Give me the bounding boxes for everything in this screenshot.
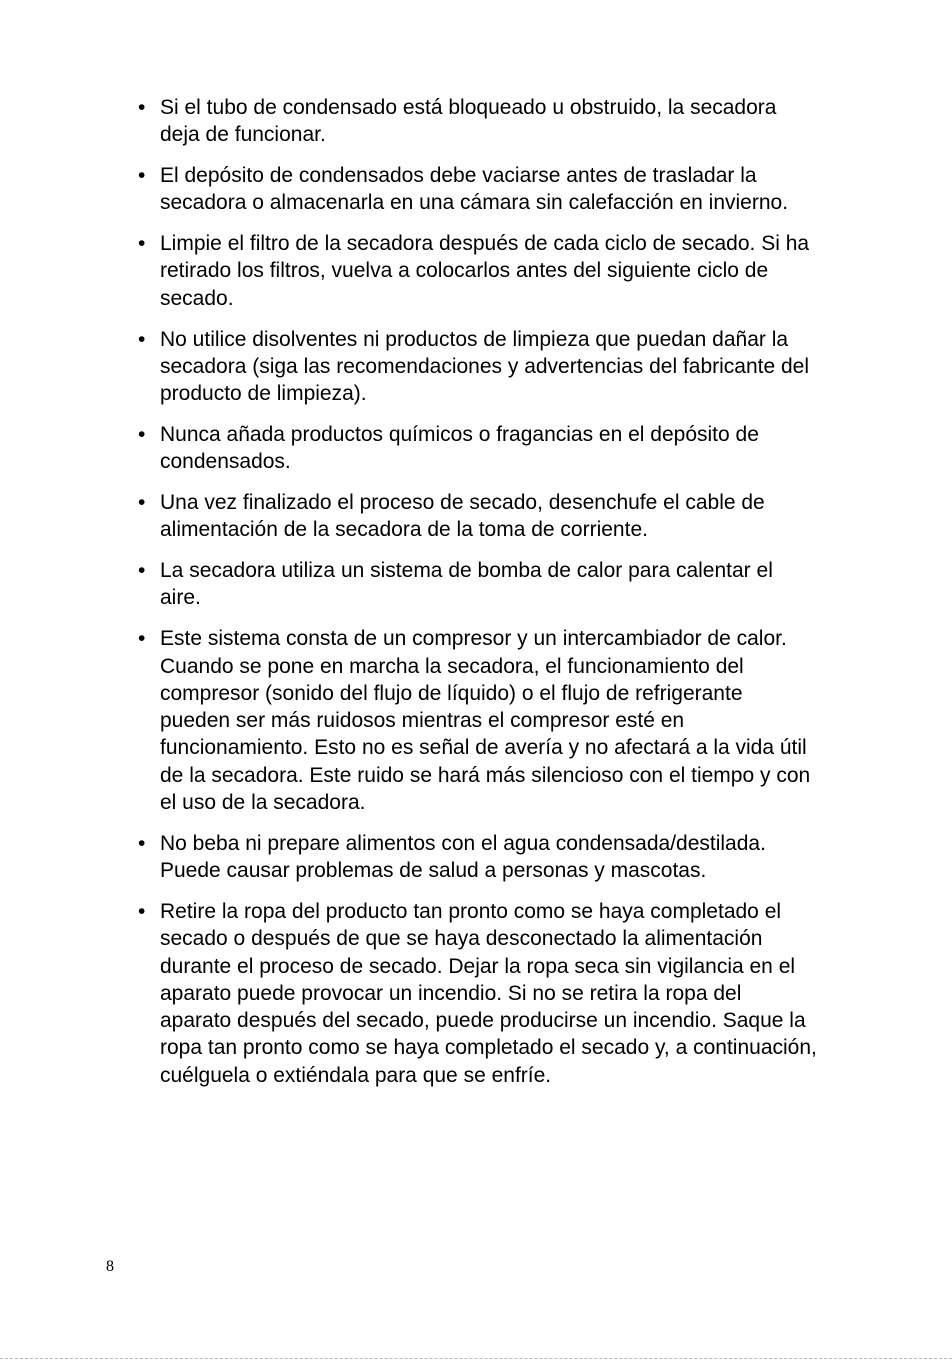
list-item-text: Si el tubo de condensado está bloqueado u obstruido, la secadora deja de funcionar. <box>160 96 777 147</box>
bullet-icon: • <box>138 491 146 515</box>
list-item-text: Este sistema consta de un compresor y un intercambiador de calor. Cuando se pone en marcha la secadora, el funcionamiento del compresor (sonido del flujo de líquido) o el flujo de refrigerante pueden ser más ruidosos mientras el compresor esté en funcionamiento. Esto no es señal de avería y no afectará a la vida útil de la secadora. Este ruido se hará más silencioso con el tiempo y con el uso de la secadora. <box>160 627 811 815</box>
list-item <box>138 830 818 885</box>
list-item <box>138 421 818 476</box>
list-item <box>138 489 818 544</box>
list-item <box>138 326 818 408</box>
bullet-icon: • <box>138 327 146 351</box>
list-item-text: Una vez finalizado el proceso de secado, desenchufe el cable de alimentación de la secadora de la toma de corriente. <box>160 491 765 542</box>
bullet-icon: • <box>138 96 146 119</box>
bullet-icon: • <box>138 164 146 188</box>
list-item-text: No utilice disolventes ni productos de limpieza que puedan dañar la secadora (siga las recomendaciones y advertencias del fabricante del producto de limpieza). <box>160 327 810 406</box>
safety-bullet-list <box>138 94 818 1103</box>
page-number: 8 <box>106 1258 114 1275</box>
bullet-icon: • <box>138 422 146 446</box>
bullet-icon: • <box>138 559 146 583</box>
list-item-text: La secadora utiliza un sistema de bomba de calor para calentar el aire. <box>160 559 773 610</box>
bullet-icon: • <box>138 899 146 923</box>
page-bottom-divider <box>0 1358 952 1359</box>
bullet-icon: • <box>138 232 146 256</box>
list-item <box>138 94 818 149</box>
list-item <box>138 230 818 312</box>
list-item-text: Limpie el filtro de la secadora después de cada ciclo de secado. Si ha retirado los filtros, vuelva a colocarlos antes del siguiente ciclo de secado. <box>160 232 810 310</box>
list-item-text: Retire la ropa del producto tan pronto como se haya completado el secado o después de que se haya desconectado la alimentación durante el proceso de secado. Dejar la ropa seca sin vigilancia en el aparato puede provocar un incendio. Si no se retira la ropa del aparato después del secado, puede producirse un incendio. Saque la ropa tan pronto como se haya completado el secado y, a continuación, cuélguela o extiéndala para que se enfríe. <box>160 899 817 1087</box>
bullet-icon: • <box>138 627 146 651</box>
list-item <box>138 162 818 217</box>
list-item-text: Nunca añada productos químicos o fragancias en el depósito de condensados. <box>160 422 759 474</box>
list-item <box>138 557 818 612</box>
list-item <box>138 898 818 1089</box>
bullet-icon: • <box>138 831 146 855</box>
list-item <box>138 625 818 816</box>
list-item-text: El depósito de condensados debe vaciarse antes de trasladar la secadora o almacenarla en una cámara sin calefacción en invierno. <box>160 164 789 215</box>
list-item-text: No beba ni prepare alimentos con el agua condensada/destilada. Puede causar problemas de salud a personas y mascotas. <box>160 831 766 883</box>
